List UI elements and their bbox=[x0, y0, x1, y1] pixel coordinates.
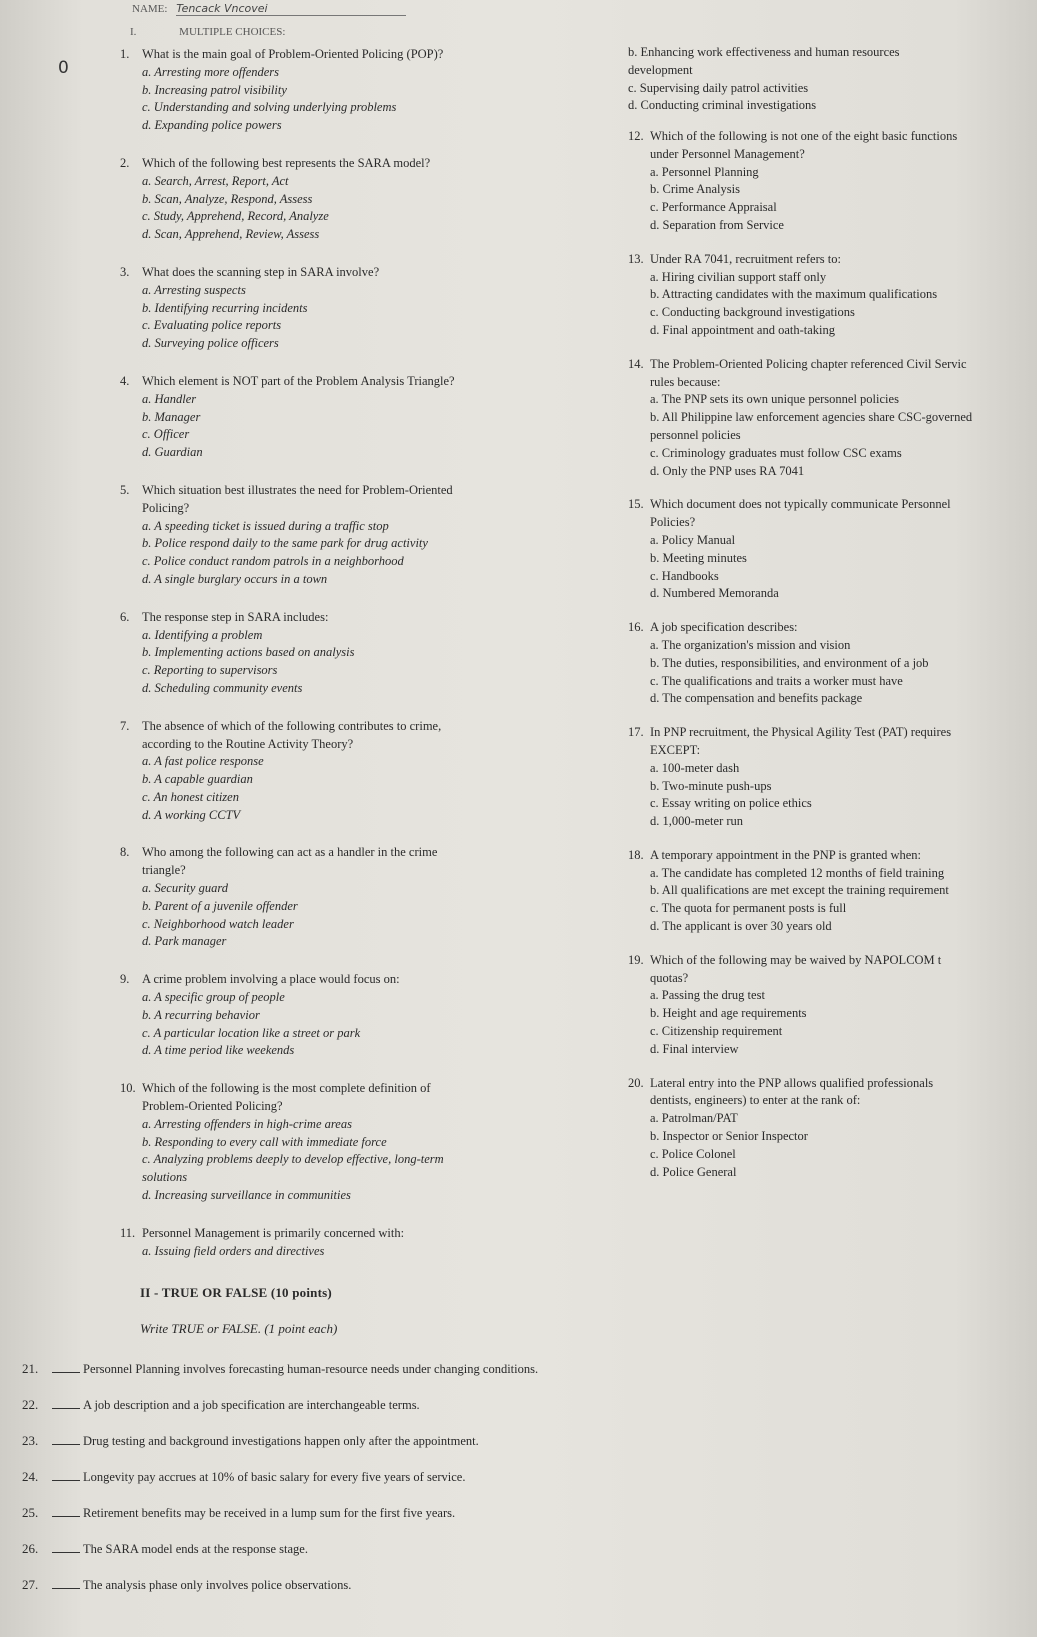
question-number: 5. bbox=[120, 482, 130, 497]
question-item bbox=[120, 373, 540, 462]
section-one-numeral: I. bbox=[130, 26, 137, 38]
answer-option[interactable]: d. Numbered Memoranda bbox=[650, 586, 779, 601]
question-item bbox=[120, 155, 540, 244]
question-item bbox=[628, 1075, 1037, 1182]
question-stem: The response step in SARA includes: bbox=[142, 609, 329, 624]
section-one-title: MULTIPLE CHOICES: bbox=[179, 26, 286, 38]
question-body bbox=[628, 251, 1037, 340]
question-item bbox=[628, 619, 1037, 708]
question-number: 14. bbox=[628, 356, 644, 371]
answer-option[interactable]: d. A working CCTV bbox=[142, 807, 241, 822]
question-body bbox=[628, 847, 1037, 936]
answer-option[interactable]: a. Policy Manual bbox=[650, 532, 736, 547]
question-number: 17. bbox=[628, 725, 644, 740]
question-number: 18. bbox=[628, 847, 644, 862]
answer-option[interactable]: d. 1,000-meter run bbox=[650, 814, 744, 829]
item-number: 21. bbox=[22, 1361, 39, 1376]
question-number: 2. bbox=[120, 155, 130, 170]
question-body bbox=[120, 155, 540, 244]
question-stem: Policing? bbox=[142, 500, 190, 515]
answer-option[interactable]: b. Identifying recurring incidents bbox=[142, 300, 308, 315]
question-item bbox=[120, 1225, 540, 1261]
answer-option[interactable]: a. A speeding ticket is issued during a traffic stop bbox=[142, 518, 389, 533]
question-stem: Which element is NOT part of the Problem Analysis Triangle? bbox=[142, 373, 455, 388]
answer-option[interactable]: b. Responding to every call with immediate force bbox=[142, 1134, 387, 1149]
answer-option[interactable]: b. A recurring behavior bbox=[142, 1007, 260, 1022]
question-body bbox=[120, 482, 540, 589]
answer-option[interactable]: c. Conducting background investigations bbox=[650, 305, 855, 320]
question-item bbox=[628, 724, 1037, 831]
question-item bbox=[120, 609, 540, 698]
section-two-instruction: Write TRUE or FALSE. (1 point each) bbox=[140, 1321, 338, 1336]
answer-option[interactable]: a. Personnel Planning bbox=[650, 164, 759, 179]
question-item bbox=[120, 482, 540, 589]
item-number: 26. bbox=[22, 1541, 39, 1556]
answer-option[interactable]: d. A time period like weekends bbox=[142, 1043, 295, 1058]
question-number: 6. bbox=[120, 609, 130, 624]
question-stem: Policies? bbox=[650, 515, 696, 530]
answer-blank[interactable] bbox=[52, 1480, 80, 1481]
item-statement: Longevity pay accrues at 10% of basic salary for every five years of service. bbox=[83, 1470, 466, 1484]
question-body bbox=[120, 1225, 540, 1261]
answer-option[interactable]: b. Implementing actions based on analysis bbox=[142, 645, 355, 660]
answer-blank[interactable] bbox=[52, 1552, 80, 1553]
answer-option[interactable]: b. Meeting minutes bbox=[650, 550, 747, 565]
question-body bbox=[120, 609, 540, 698]
name-label: NAME: bbox=[132, 3, 168, 15]
question-item bbox=[628, 952, 1037, 1059]
true-false-item bbox=[22, 1577, 351, 1593]
question-number: 19. bbox=[628, 952, 644, 967]
question-body bbox=[120, 971, 540, 1060]
item-statement: The SARA model ends at the response stage. bbox=[83, 1542, 308, 1556]
question-body bbox=[628, 128, 1037, 235]
question-stem: What does the scanning step in SARA involve? bbox=[142, 264, 380, 279]
answer-blank[interactable] bbox=[52, 1444, 80, 1445]
question-item bbox=[628, 496, 1037, 603]
answer-option[interactable]: a. Patrolman/PAT bbox=[650, 1111, 738, 1126]
answer-option[interactable]: d. Guardian bbox=[142, 445, 203, 460]
item-statement: Retirement benefits may be received in a lump sum for the first five years. bbox=[83, 1506, 456, 1520]
question-item bbox=[628, 847, 1037, 936]
item-statement: Personnel Planning involves forecasting human-resource needs under changing conditions. bbox=[83, 1362, 539, 1376]
answer-option[interactable]: b. A capable guardian bbox=[142, 772, 253, 787]
answer-option[interactable]: a. Hiring civilian support staff only bbox=[650, 269, 827, 284]
question-number: 11. bbox=[120, 1225, 136, 1240]
answer-option[interactable]: development bbox=[628, 62, 693, 77]
answer-option[interactable]: a. A specific group of people bbox=[142, 990, 285, 1005]
answer-option[interactable]: d. Park manager bbox=[142, 934, 227, 949]
question-item bbox=[120, 718, 540, 825]
section-one-heading bbox=[130, 26, 285, 38]
question-number: 9. bbox=[120, 972, 130, 987]
answer-option[interactable]: c. Understanding and solving underlying problems bbox=[142, 100, 397, 115]
answer-option[interactable]: c. Performance Appraisal bbox=[650, 200, 777, 215]
item-number: 24. bbox=[22, 1469, 39, 1484]
question-body bbox=[628, 496, 1037, 603]
answer-option[interactable]: c. Study, Apprehend, Record, Analyze bbox=[142, 209, 329, 224]
answer-option[interactable]: b. Manager bbox=[142, 409, 201, 424]
answer-option[interactable]: c. Officer bbox=[142, 427, 190, 442]
question-body bbox=[628, 1075, 1037, 1182]
answer-option[interactable]: a. Passing the drug test bbox=[650, 988, 765, 1003]
answer-option[interactable]: c. An honest citizen bbox=[142, 789, 239, 804]
question-stem: A job specification describes: bbox=[650, 620, 798, 635]
question-stem: EXCEPT: bbox=[650, 742, 701, 757]
question-body bbox=[628, 619, 1037, 708]
question-stem: Lateral entry into the PNP allows qualified professionals bbox=[650, 1075, 934, 1090]
question-number: 13. bbox=[628, 251, 644, 266]
question-item bbox=[120, 46, 540, 135]
question-stem: The Problem-Oriented Policing chapter referenced Civil Servic bbox=[650, 356, 967, 371]
answer-option[interactable]: c. Essay writing on police ethics bbox=[650, 796, 812, 811]
answer-option[interactable]: d. Scheduling community events bbox=[142, 680, 303, 695]
answer-option[interactable]: a. Arresting more offenders bbox=[142, 64, 280, 79]
carried-over-options bbox=[628, 44, 1037, 115]
question-body bbox=[120, 844, 540, 951]
answer-option[interactable]: c. Neighborhood watch leader bbox=[142, 916, 294, 931]
question-body bbox=[120, 264, 540, 353]
answer-option[interactable]: c. The qualifications and traits a worker must have bbox=[650, 673, 903, 688]
answer-option[interactable]: b. Police respond daily to the same park for drug activity bbox=[142, 536, 428, 551]
answer-option[interactable]: a. Identifying a problem bbox=[142, 627, 263, 642]
answer-option[interactable]: d. The compensation and benefits package bbox=[650, 691, 863, 706]
answer-option[interactable]: c. The quota for permanent posts is full bbox=[650, 901, 847, 916]
answer-option[interactable]: d. Final interview bbox=[650, 1041, 739, 1056]
answer-option[interactable]: b. Height and age requirements bbox=[650, 1006, 807, 1021]
item-statement: The analysis phase only involves police observations. bbox=[83, 1578, 352, 1592]
question-item bbox=[120, 1080, 540, 1205]
answer-option[interactable]: b. Inspector or Senior Inspector bbox=[650, 1129, 808, 1144]
true-false-item bbox=[22, 1397, 420, 1413]
answer-blank[interactable] bbox=[52, 1516, 80, 1517]
answer-option[interactable]: b. All Philippine law enforcement agencies share CSC-governed bbox=[650, 410, 973, 425]
question-stem: according to the Routine Activity Theory? bbox=[142, 736, 354, 751]
answer-option[interactable]: b. All qualifications are met except the training requirement bbox=[650, 883, 949, 898]
question-stem: The absence of which of the following contributes to crime, bbox=[142, 718, 442, 733]
question-number: 8. bbox=[120, 845, 130, 860]
answer-option[interactable]: c. Handbooks bbox=[650, 568, 719, 583]
question-stem: under Personnel Management? bbox=[650, 146, 805, 161]
answer-option[interactable]: d. Police General bbox=[650, 1164, 737, 1179]
answer-option[interactable]: c. Supervising daily patrol activities bbox=[628, 80, 809, 95]
question-body bbox=[120, 718, 540, 825]
question-stem: A temporary appointment in the PNP is granted when: bbox=[650, 847, 922, 862]
item-number: 25. bbox=[22, 1505, 39, 1520]
question-stem: Which of the following may be waived by NAPOLCOM t bbox=[650, 952, 942, 967]
answer-option[interactable]: c. Police Colonel bbox=[650, 1146, 736, 1161]
question-item bbox=[120, 844, 540, 951]
question-stem: Which document does not typically communicate Personnel bbox=[650, 497, 951, 512]
question-number: 16. bbox=[628, 620, 644, 635]
answer-option[interactable]: a. Security guard bbox=[142, 881, 228, 896]
item-number: 27. bbox=[22, 1577, 39, 1592]
question-stem: What is the main goal of Problem-Oriented Policing (POP)? bbox=[142, 47, 444, 61]
question-stem: rules because: bbox=[650, 374, 721, 389]
question-body bbox=[120, 1080, 540, 1205]
question-body bbox=[628, 356, 1037, 481]
item-statement: A job description and a job specification are interchangeable terms. bbox=[83, 1398, 420, 1412]
question-stem: Personnel Management is primarily concerned with: bbox=[142, 1225, 405, 1240]
question-number: 1. bbox=[120, 47, 130, 61]
question-stem: Which of the following best represents the SARA model? bbox=[142, 155, 431, 170]
question-body bbox=[120, 373, 540, 462]
answer-option[interactable]: b. The duties, responsibilities, and environment of a job bbox=[650, 655, 929, 670]
answer-option[interactable]: b. Two-minute push-ups bbox=[650, 778, 772, 793]
answer-blank[interactable] bbox=[52, 1408, 80, 1409]
item-statement: Drug testing and background investigations happen only after the appointment. bbox=[83, 1434, 479, 1448]
question-item bbox=[120, 971, 540, 1060]
answer-option[interactable]: c. Evaluating police reports bbox=[142, 318, 282, 333]
answer-option[interactable]: d. Separation from Service bbox=[650, 217, 784, 232]
true-false-item bbox=[22, 1505, 455, 1521]
left-question-column bbox=[120, 46, 540, 1260]
answer-option[interactable]: a. 100-meter dash bbox=[650, 760, 740, 775]
question-stem: A crime problem involving a place would focus on: bbox=[142, 972, 400, 987]
answer-option[interactable]: c. Criminology graduates must follow CSC exams bbox=[650, 445, 902, 460]
answer-option[interactable]: solutions bbox=[142, 1170, 188, 1185]
answer-option[interactable]: c. Analyzing problems deeply to develop effective, long-term bbox=[142, 1152, 444, 1167]
true-false-item bbox=[22, 1469, 465, 1485]
question-stem: Under RA 7041, recruitment refers to: bbox=[650, 251, 841, 266]
true-false-item bbox=[22, 1433, 479, 1449]
question-item bbox=[628, 356, 1037, 481]
question-stem: dentists, engineers) to enter at the rank of: bbox=[650, 1093, 861, 1108]
question-number: 7. bbox=[120, 718, 130, 733]
right-question-column bbox=[628, 128, 1037, 1181]
question-stem: Problem-Oriented Policing? bbox=[142, 1099, 283, 1114]
question-number: 15. bbox=[628, 497, 644, 512]
answer-option[interactable]: b. Scan, Analyze, Respond, Assess bbox=[142, 191, 313, 206]
answer-option[interactable]: b. Enhancing work effectiveness and human resources bbox=[628, 45, 900, 59]
answer-option[interactable]: a. Search, Arrest, Report, Act bbox=[142, 173, 289, 188]
answer-option[interactable]: d. A single burglary occurs in a town bbox=[142, 571, 328, 586]
answer-option[interactable]: d. Scan, Apprehend, Review, Assess bbox=[142, 227, 320, 242]
answer-option[interactable]: b. Crime Analysis bbox=[650, 182, 740, 197]
answer-option[interactable]: a. The organization's mission and vision bbox=[650, 637, 851, 652]
answer-blank[interactable] bbox=[52, 1372, 80, 1373]
answer-option[interactable]: a. Handler bbox=[142, 391, 197, 406]
answer-option[interactable]: d. Final appointment and oath-taking bbox=[650, 322, 836, 337]
answer-option[interactable]: b. Parent of a juvenile offender bbox=[142, 898, 298, 913]
question-stem: Who among the following can act as a handler in the crime bbox=[142, 845, 438, 860]
question-stem: Which situation best illustrates the need for Problem-Oriented bbox=[142, 482, 453, 497]
answer-option[interactable]: personnel policies bbox=[650, 427, 741, 442]
question-stem: Which of the following is the most complete definition of bbox=[142, 1081, 431, 1096]
answer-option[interactable]: b. Increasing patrol visibility bbox=[142, 82, 287, 97]
answer-option[interactable]: d. Increasing surveillance in communities bbox=[142, 1188, 351, 1203]
answer-option[interactable]: a. The candidate has completed 12 months of field training bbox=[650, 865, 945, 880]
answer-option[interactable]: a. The PNP sets its own unique personnel policies bbox=[650, 392, 899, 407]
question-stem: triangle? bbox=[142, 863, 186, 878]
question-number: 10. bbox=[120, 1081, 136, 1096]
answer-option[interactable]: a. A fast police response bbox=[142, 754, 264, 769]
answer-option[interactable]: c. Police conduct random patrols in a neighborhood bbox=[142, 554, 404, 569]
question-item bbox=[120, 264, 540, 353]
answer-option[interactable]: a. Arresting suspects bbox=[142, 282, 246, 297]
answer-option[interactable]: d. Expanding police powers bbox=[142, 118, 282, 133]
item-number: 23. bbox=[22, 1433, 39, 1448]
answer-option[interactable]: c. A particular location like a street or park bbox=[142, 1025, 361, 1040]
question-stem: quotas? bbox=[650, 970, 689, 985]
answer-option[interactable]: d. The applicant is over 30 years old bbox=[650, 919, 832, 934]
question-item bbox=[628, 128, 1037, 235]
answer-option[interactable]: b. Attracting candidates with the maximum qualifications bbox=[650, 287, 938, 302]
true-false-section bbox=[22, 1285, 1022, 1592]
question-item bbox=[628, 251, 1037, 340]
question-body bbox=[120, 46, 540, 135]
answer-option[interactable]: d. Only the PNP uses RA 7041 bbox=[650, 463, 805, 478]
name-value: Tencack Vncovei bbox=[176, 2, 406, 16]
handwritten-score: 0 bbox=[58, 58, 69, 78]
question-stem: In PNP recruitment, the Physical Agility Test (PAT) requires bbox=[650, 725, 952, 740]
question-stem: Which of the following is not one of the eight basic functions bbox=[650, 129, 958, 143]
answer-option[interactable]: c. Citizenship requirement bbox=[650, 1024, 783, 1039]
question-body bbox=[628, 952, 1037, 1059]
answer-option[interactable]: c. Reporting to supervisors bbox=[142, 663, 278, 678]
answer-option[interactable]: d. Surveying police officers bbox=[142, 336, 279, 351]
true-false-item bbox=[22, 1361, 538, 1377]
question-number: 12. bbox=[628, 129, 644, 143]
question-number: 20. bbox=[628, 1075, 644, 1090]
section-two-title: II - TRUE OR FALSE (10 points) bbox=[140, 1285, 332, 1300]
item-number: 22. bbox=[22, 1397, 39, 1412]
question-number: 3. bbox=[120, 264, 130, 279]
question-body bbox=[628, 724, 1037, 831]
answer-option[interactable]: a. Issuing field orders and directives bbox=[142, 1243, 325, 1258]
name-header bbox=[132, 2, 406, 16]
question-number: 4. bbox=[120, 373, 130, 388]
answer-blank[interactable] bbox=[52, 1588, 80, 1589]
true-false-item bbox=[22, 1541, 308, 1557]
answer-option[interactable]: d. Conducting criminal investigations bbox=[628, 98, 817, 113]
answer-option[interactable]: a. Arresting offenders in high-crime areas bbox=[142, 1116, 352, 1131]
